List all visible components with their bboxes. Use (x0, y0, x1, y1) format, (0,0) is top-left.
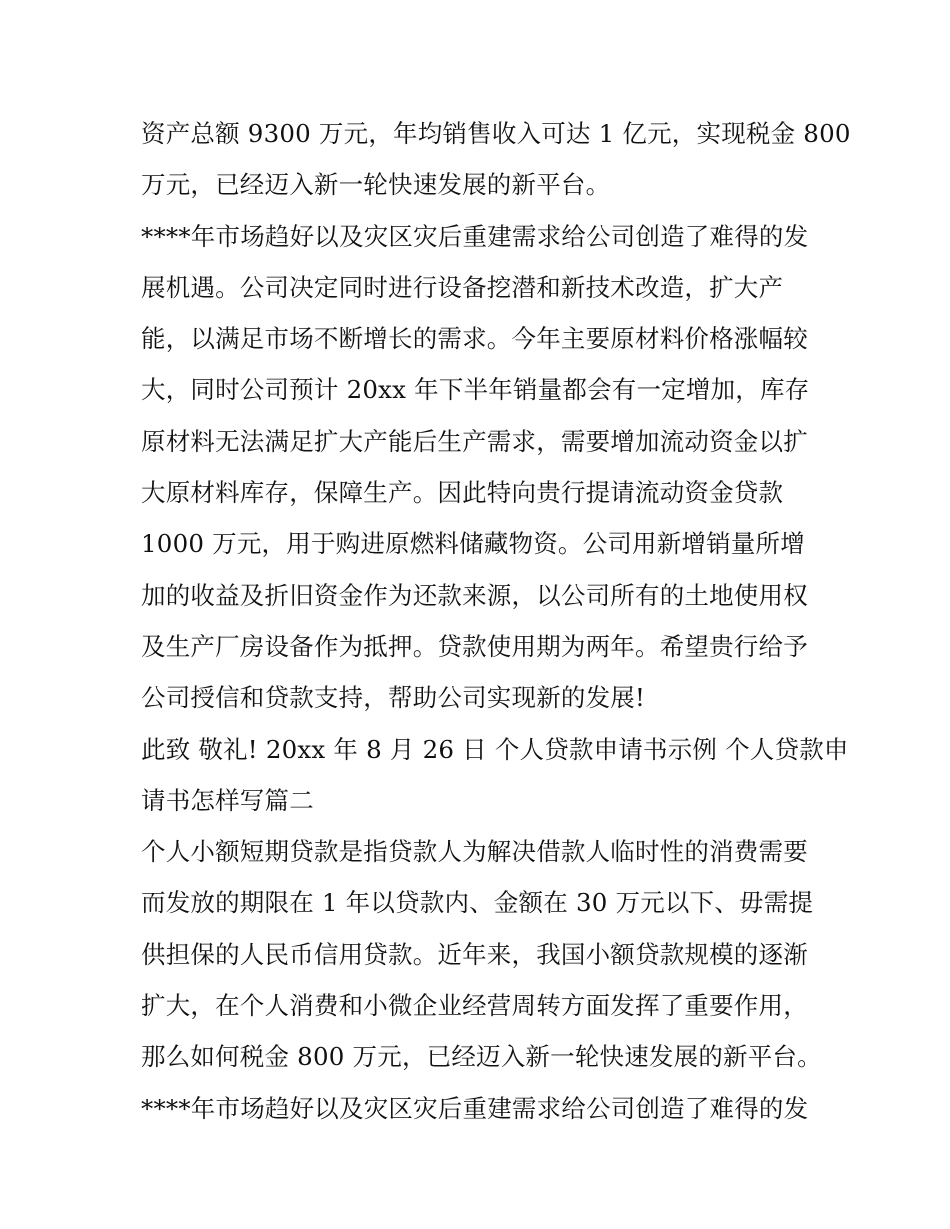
text-line: 万元，已经迈入新一轮快速发展的新平台。 (141, 170, 611, 200)
text-line: 1000 万元，用于购进原燃料储藏物资。公司用新增销量所增 (141, 529, 805, 559)
text-line: ****年市场趋好以及灾区灾后重建需求给公司创造了难得的发 (141, 221, 809, 251)
text-line: 而发放的期限在 1 年以贷款内、金额在 30 万元以下、毋需提 (141, 888, 814, 918)
text-line: ****年市场趋好以及灾区灾后重建需求给公司创造了难得的发 (141, 1093, 809, 1123)
text-line: 资产总额 9300 万元，年均销售收入可达 1 亿元，实现税金 800 (141, 119, 851, 148)
text-line: 大原材料库存，保障生产。因此特向贵行提请流动资金贷款 (141, 478, 784, 508)
text-line: 请书怎样写篇二 (141, 785, 314, 815)
text-line: 大，同时公司预计 20xx 年下半年销量都会有一定增加，库存 (141, 375, 810, 405)
text-line: 扩大，在个人消费和小微企业经营周转方面发挥了重要作用， (141, 991, 808, 1021)
text-line: 原材料无法满足扩大产能后生产需求，需要增加流动资金以扩 (141, 426, 808, 456)
text-line: 供担保的人民币信用贷款。近年来，我国小额贷款规模的逐渐 (141, 939, 808, 969)
text-line: 加的收益及折旧资金作为还款来源，以公司所有的土地使用权 (141, 580, 808, 610)
text-line: 及生产厂房设备作为抵押。贷款使用期为两年。希望贵行给予 (141, 631, 808, 661)
text-line: 个人小额短期贷款是指贷款人为解决借款人临时性的消费需要 (141, 837, 808, 867)
text-line: 公司授信和贷款支持，帮助公司实现新的发展! (141, 683, 646, 713)
text-line: 此致 敬礼! 20xx 年 8 月 26 日 个人贷款申请书示例 个人贷款申 (141, 734, 849, 764)
text-line: 那么如何税金 800 万元，已经迈入新一轮快速发展的新平台。 (141, 1042, 822, 1072)
text-line: 展机遇。公司决定同时进行设备挖潜和新技术改造，扩大产 (141, 272, 784, 302)
text-line: 能，以满足市场不断增长的需求。今年主要原材料价格涨幅较 (141, 324, 808, 354)
document-body (141, 108, 851, 1134)
